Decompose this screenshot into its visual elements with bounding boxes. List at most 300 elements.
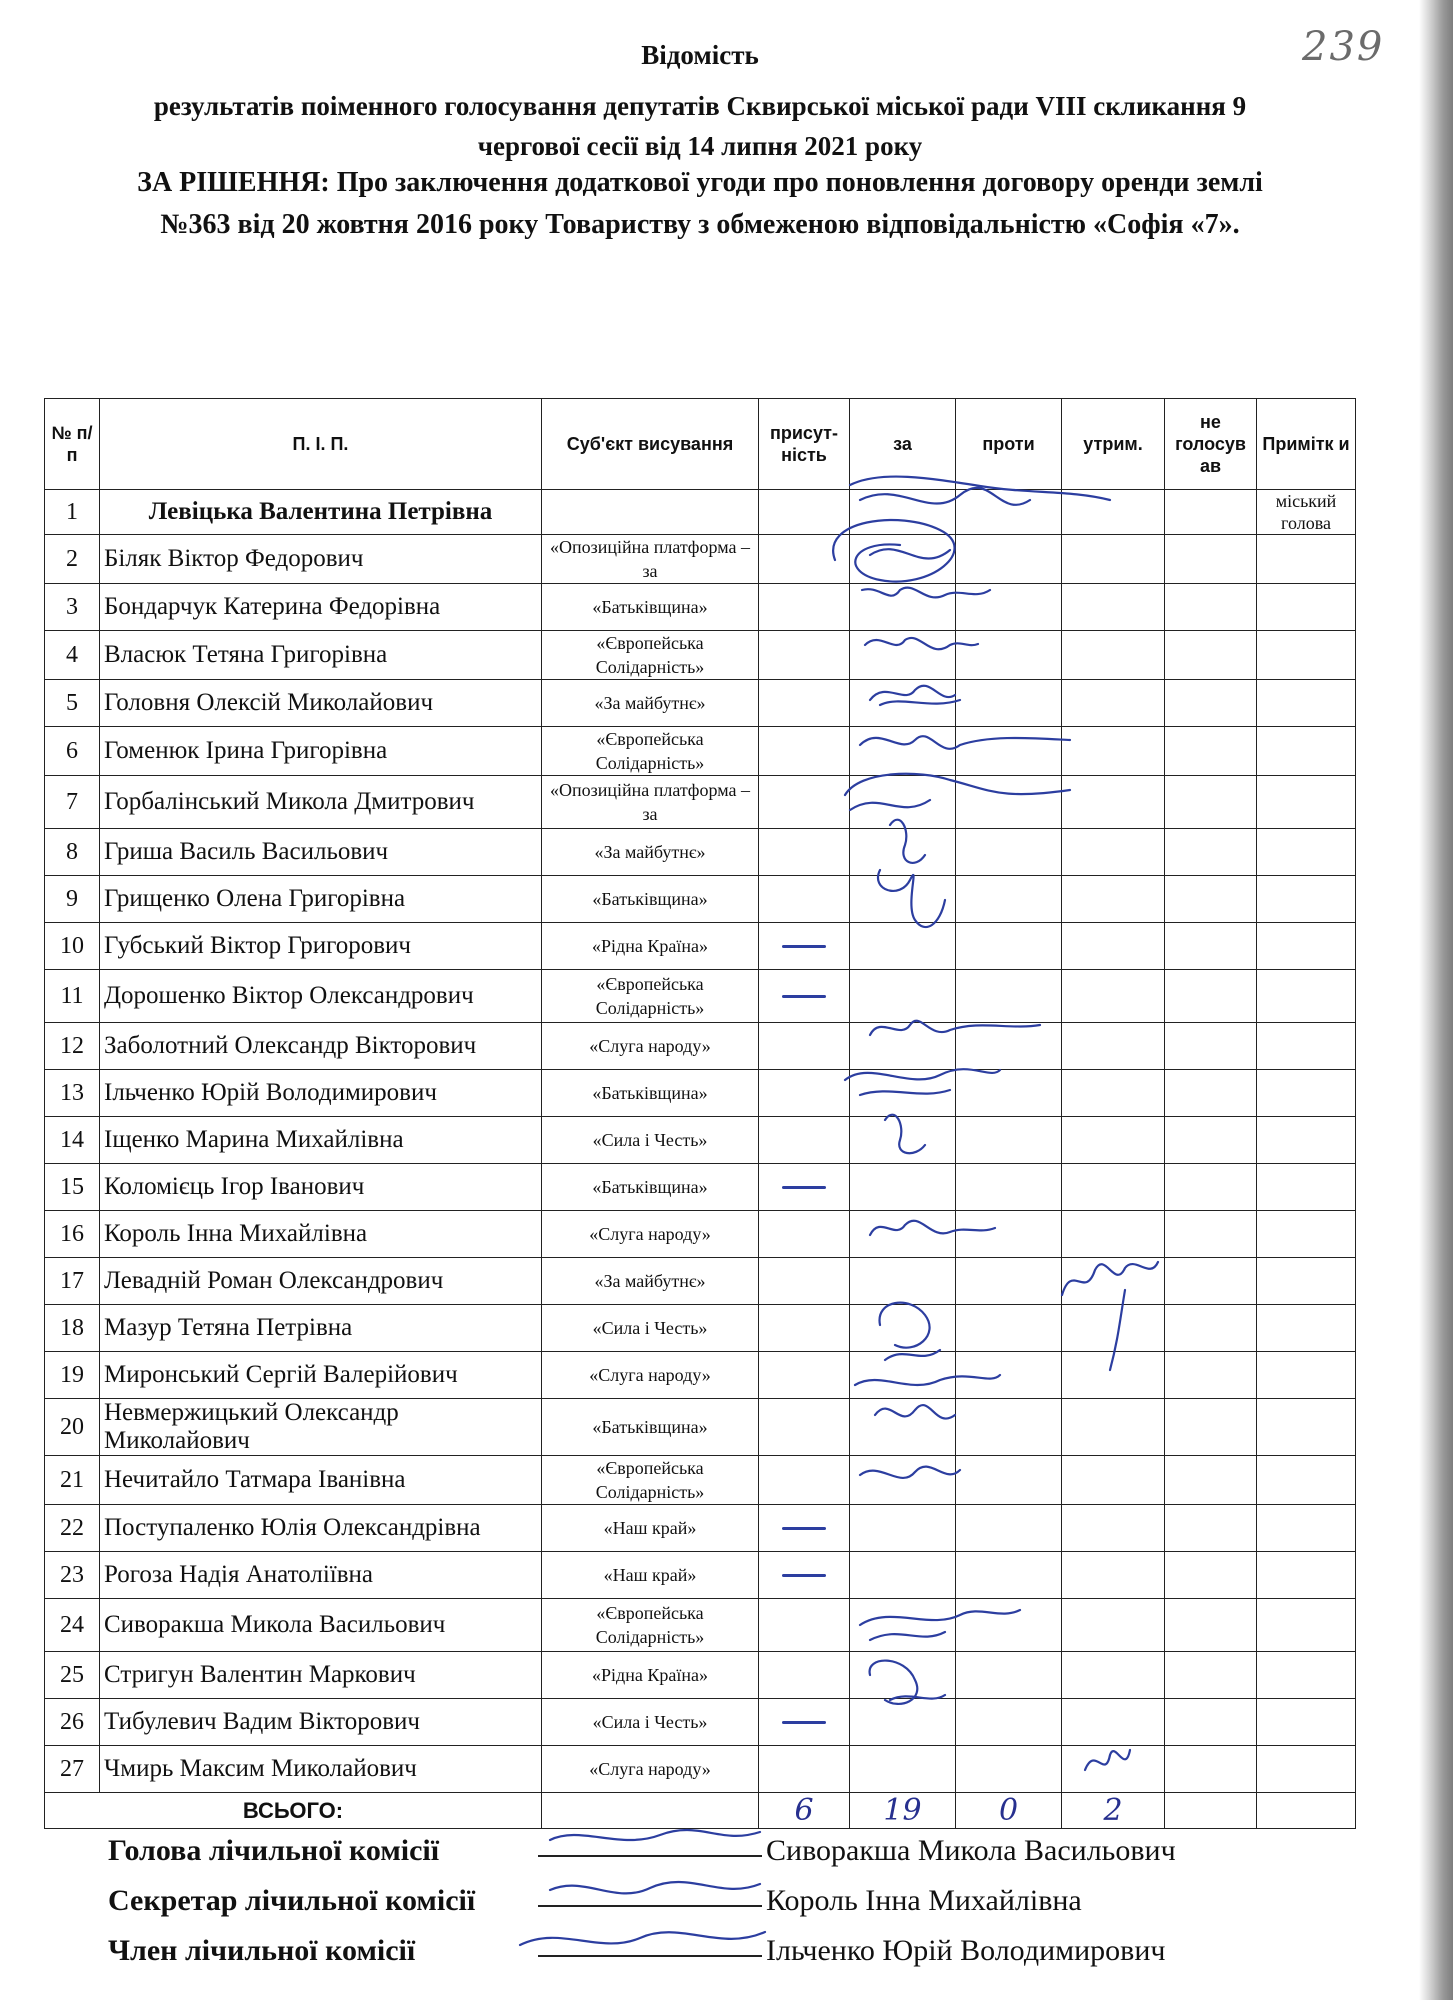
for-cell — [850, 1023, 956, 1070]
deputy-name: Король Інна Михайлівна — [100, 1211, 542, 1258]
header-abstain: утрим. — [1062, 399, 1165, 490]
not-voted-cell — [1165, 584, 1257, 631]
for-cell — [850, 1456, 956, 1505]
against-cell — [956, 1505, 1062, 1552]
notes-cell — [1257, 1023, 1356, 1070]
deputy-party: «Слуга народу» — [542, 1352, 759, 1399]
present-cell — [759, 1023, 850, 1070]
deputy-party: «За майбутнє» — [542, 680, 759, 727]
table-row — [45, 1505, 1356, 1552]
total-label: ВСЬОГО: — [45, 1793, 542, 1829]
table-row — [45, 1746, 1356, 1793]
for-cell — [850, 1699, 956, 1746]
row-number: 14 — [45, 1117, 100, 1164]
not-voted-cell — [1165, 1164, 1257, 1211]
table-header-row — [45, 399, 1356, 490]
table-row — [45, 1352, 1356, 1399]
deputy-party: «Сила і Честь» — [542, 1305, 759, 1352]
row-number: 10 — [45, 923, 100, 970]
for-cell — [850, 923, 956, 970]
total-abstain: 2 — [1062, 1793, 1165, 1829]
deputy-party: «Сила і Честь» — [542, 1117, 759, 1164]
document-subtitle — [40, 86, 1360, 166]
deputy-party: «Європейська Солідарність» — [542, 631, 759, 680]
deputy-name: Власюк Тетяна Григорівна — [100, 631, 542, 680]
absent-dash-mark — [782, 1527, 826, 1530]
present-cell — [759, 1505, 850, 1552]
deputy-party — [542, 490, 759, 535]
deputy-name: Миронський Сергій Валерійович — [100, 1352, 542, 1399]
row-number: 2 — [45, 535, 100, 584]
row-number: 3 — [45, 584, 100, 631]
for-cell — [850, 1352, 956, 1399]
notes-cell — [1257, 829, 1356, 876]
not-voted-cell — [1165, 970, 1257, 1023]
for-cell — [850, 1652, 956, 1699]
notes-cell: міський голова — [1257, 490, 1356, 535]
total-against: 0 — [956, 1793, 1062, 1829]
table-row — [45, 1305, 1356, 1352]
decision-line-1: ЗА РІШЕННЯ: Про заключення додаткової угоди про поновлення договору оренди землі — [137, 167, 1263, 198]
table-row — [45, 923, 1356, 970]
row-number: 20 — [45, 1399, 100, 1456]
not-voted-cell — [1165, 727, 1257, 776]
present-cell — [759, 631, 850, 680]
absent-dash-mark — [782, 1721, 826, 1724]
notes-cell — [1257, 1699, 1356, 1746]
present-cell — [759, 1699, 850, 1746]
absent-dash-mark — [782, 995, 826, 998]
against-cell — [956, 1352, 1062, 1399]
signature-scribble — [550, 1830, 760, 1840]
present-cell — [759, 776, 850, 829]
not-voted-cell — [1165, 535, 1257, 584]
deputy-name: Нечитайло Татмара Іванівна — [100, 1456, 542, 1505]
against-cell — [956, 1699, 1062, 1746]
row-number: 22 — [45, 1505, 100, 1552]
signature-scribble — [550, 1882, 760, 1893]
notes-cell — [1257, 1305, 1356, 1352]
against-cell — [956, 970, 1062, 1023]
table-row — [45, 1211, 1356, 1258]
secretary-label: Секретар лічильної комісії — [108, 1884, 476, 1917]
secretary-signature-line — [538, 1905, 762, 1907]
not-voted-cell — [1165, 1258, 1257, 1305]
header-not-voted: не голосув ав — [1165, 399, 1257, 490]
present-cell — [759, 1211, 850, 1258]
present-cell — [759, 923, 850, 970]
deputy-name: Грищенко Олена Григорівна — [100, 876, 542, 923]
against-cell — [956, 1652, 1062, 1699]
deputy-party: «Слуга народу» — [542, 1746, 759, 1793]
table-row — [45, 1699, 1356, 1746]
abstain-cell — [1062, 1599, 1165, 1652]
notes-cell — [1257, 680, 1356, 727]
deputy-name: Іщенко Марина Михайлівна — [100, 1117, 542, 1164]
abstain-cell — [1062, 727, 1165, 776]
against-cell — [956, 1070, 1062, 1117]
table-row — [45, 490, 1356, 535]
notes-cell — [1257, 1456, 1356, 1505]
notes-cell — [1257, 584, 1356, 631]
against-cell — [956, 680, 1062, 727]
for-cell — [850, 1305, 956, 1352]
row-number: 6 — [45, 727, 100, 776]
abstain-cell — [1062, 1552, 1165, 1599]
notes-cell — [1257, 1746, 1356, 1793]
notes-cell — [1257, 1652, 1356, 1699]
for-cell — [850, 876, 956, 923]
abstain-cell — [1062, 1652, 1165, 1699]
abstain-cell — [1062, 829, 1165, 876]
absent-dash-mark — [782, 945, 826, 948]
present-cell — [759, 584, 850, 631]
for-cell — [850, 1746, 956, 1793]
abstain-cell — [1062, 1699, 1165, 1746]
deputy-name: Мазур Тетяна Петрівна — [100, 1305, 542, 1352]
deputy-name: Ільченко Юрій Володимирович — [100, 1070, 542, 1117]
against-cell — [956, 1258, 1062, 1305]
deputy-name: Тибулевич Вадим Вікторович — [100, 1699, 542, 1746]
notes-cell — [1257, 1505, 1356, 1552]
abstain-cell — [1062, 1117, 1165, 1164]
notes-cell — [1257, 1258, 1356, 1305]
against-cell — [956, 876, 1062, 923]
not-voted-cell — [1165, 1070, 1257, 1117]
deputy-name: Сиворакша Микола Васильович — [100, 1599, 542, 1652]
deputy-party: «Опозиційна платформа – за — [542, 776, 759, 829]
present-cell — [759, 1746, 850, 1793]
not-voted-cell — [1165, 1652, 1257, 1699]
secretary-name: Король Інна Михайлівна — [766, 1884, 1082, 1917]
table-row — [45, 1652, 1356, 1699]
deputy-name: Левіцька Валентина Петрівна — [100, 490, 542, 535]
not-voted-cell — [1165, 1456, 1257, 1505]
chair-label: Голова лічильної комісії — [108, 1834, 440, 1867]
total-for: 19 — [850, 1793, 956, 1829]
row-number: 16 — [45, 1211, 100, 1258]
table-row — [45, 1599, 1356, 1652]
abstain-cell — [1062, 876, 1165, 923]
abstain-cell — [1062, 1399, 1165, 1456]
abstain-cell — [1062, 1352, 1165, 1399]
deputy-name: Невмержицький Олександр Миколайович — [100, 1399, 542, 1456]
present-cell — [759, 1070, 850, 1117]
row-number: 13 — [45, 1070, 100, 1117]
for-cell — [850, 1258, 956, 1305]
present-cell — [759, 1552, 850, 1599]
deputy-party: «Батьківщина» — [542, 1070, 759, 1117]
total-row — [45, 1793, 1356, 1829]
present-cell — [759, 1399, 850, 1456]
page-number: 239 — [1302, 24, 1385, 70]
table-row — [45, 829, 1356, 876]
deputy-party: «Батьківщина» — [542, 1399, 759, 1456]
not-voted-cell — [1165, 1352, 1257, 1399]
row-number: 5 — [45, 680, 100, 727]
row-number: 11 — [45, 970, 100, 1023]
member-name: Ільченко Юрій Володимирович — [766, 1934, 1166, 1967]
against-cell — [956, 727, 1062, 776]
present-cell — [759, 490, 850, 535]
for-cell — [850, 776, 956, 829]
abstain-cell — [1062, 1164, 1165, 1211]
deputy-party: «За майбутнє» — [542, 829, 759, 876]
abstain-cell — [1062, 535, 1165, 584]
present-cell — [759, 1164, 850, 1211]
member-signature-line — [538, 1955, 762, 1957]
table-row — [45, 535, 1356, 584]
deputy-name: Стригун Валентин Маркович — [100, 1652, 542, 1699]
not-voted-cell — [1165, 1023, 1257, 1070]
present-cell — [759, 1456, 850, 1505]
against-cell — [956, 1599, 1062, 1652]
notes-cell — [1257, 1399, 1356, 1456]
not-voted-cell — [1165, 490, 1257, 535]
notes-cell — [1257, 1552, 1356, 1599]
deputy-party: «Слуга народу» — [542, 1023, 759, 1070]
row-number: 27 — [45, 1746, 100, 1793]
deputy-name: Коломієць Ігор Іванович — [100, 1164, 542, 1211]
abstain-cell — [1062, 1746, 1165, 1793]
deputy-party: «Опозиційна платформа – за — [542, 535, 759, 584]
against-cell — [956, 1211, 1062, 1258]
against-cell — [956, 584, 1062, 631]
deputy-party: «Європейська Солідарність» — [542, 970, 759, 1023]
deputy-name: Чмирь Максим Миколайович — [100, 1746, 542, 1793]
row-number: 7 — [45, 776, 100, 829]
table-row — [45, 1399, 1356, 1456]
header-against: проти — [956, 399, 1062, 490]
against-cell — [956, 1552, 1062, 1599]
abstain-cell — [1062, 1456, 1165, 1505]
table-row — [45, 876, 1356, 923]
for-cell — [850, 1164, 956, 1211]
notes-cell — [1257, 776, 1356, 829]
notes-cell — [1257, 1070, 1356, 1117]
notes-cell — [1257, 535, 1356, 584]
abstain-cell — [1062, 1211, 1165, 1258]
header-number: № п/п — [45, 399, 100, 490]
present-cell — [759, 1117, 850, 1164]
for-cell — [850, 1399, 956, 1456]
abstain-cell — [1062, 1258, 1165, 1305]
abstain-cell — [1062, 1023, 1165, 1070]
row-number: 4 — [45, 631, 100, 680]
chair-signature-line — [538, 1855, 762, 1857]
row-number: 24 — [45, 1599, 100, 1652]
present-cell — [759, 535, 850, 584]
notes-cell — [1257, 727, 1356, 776]
total-present: 6 — [759, 1793, 850, 1829]
row-number: 1 — [45, 490, 100, 535]
against-cell — [956, 1399, 1062, 1456]
signature-scribble — [520, 1932, 765, 1945]
for-cell — [850, 1117, 956, 1164]
for-cell — [850, 680, 956, 727]
deputy-party: «Наш край» — [542, 1505, 759, 1552]
against-cell — [956, 776, 1062, 829]
row-number: 8 — [45, 829, 100, 876]
row-number: 9 — [45, 876, 100, 923]
against-cell — [956, 829, 1062, 876]
header-notes: Примітк и — [1257, 399, 1356, 490]
row-number: 25 — [45, 1652, 100, 1699]
deputy-party: «Слуга народу» — [542, 1211, 759, 1258]
deputy-name: Заболотний Олександр Вікторович — [100, 1023, 542, 1070]
abstain-cell — [1062, 490, 1165, 535]
against-cell — [956, 1746, 1062, 1793]
notes-cell — [1257, 1164, 1356, 1211]
not-voted-cell — [1165, 1399, 1257, 1456]
scan-page-edge — [1419, 0, 1453, 2000]
table-row — [45, 970, 1356, 1023]
not-voted-cell — [1165, 631, 1257, 680]
table-row — [45, 631, 1356, 680]
for-cell — [850, 1599, 956, 1652]
present-cell — [759, 727, 850, 776]
decision-line-2: №363 від 20 жовтня 2016 року Товариству з обмеженою відповідальністю «Софія «7». — [160, 209, 1240, 240]
not-voted-cell — [1165, 1211, 1257, 1258]
header-party: Суб'єкт висування — [542, 399, 759, 490]
abstain-cell — [1062, 1070, 1165, 1117]
table-row — [45, 1117, 1356, 1164]
notes-cell — [1257, 631, 1356, 680]
row-number: 23 — [45, 1552, 100, 1599]
deputy-party: «Рідна Країна» — [542, 1652, 759, 1699]
present-cell — [759, 1305, 850, 1352]
deputy-name: Губський Віктор Григорович — [100, 923, 542, 970]
present-cell — [759, 829, 850, 876]
present-cell — [759, 1599, 850, 1652]
row-number: 17 — [45, 1258, 100, 1305]
deputy-name: Поступаленко Юлія Олександрівна — [100, 1505, 542, 1552]
deputy-name: Левадній Роман Олександрович — [100, 1258, 542, 1305]
present-cell — [759, 1352, 850, 1399]
deputy-party: «Європейська Солідарність» — [542, 1599, 759, 1652]
deputy-name: Біляк Віктор Федорович — [100, 535, 542, 584]
not-voted-cell — [1165, 1505, 1257, 1552]
table-row — [45, 1164, 1356, 1211]
for-cell — [850, 829, 956, 876]
abstain-cell — [1062, 631, 1165, 680]
for-cell — [850, 1552, 956, 1599]
deputy-party: «Рідна Країна» — [542, 923, 759, 970]
not-voted-cell — [1165, 1552, 1257, 1599]
row-number: 18 — [45, 1305, 100, 1352]
header-for: за — [850, 399, 956, 490]
deputy-party: «Батьківщина» — [542, 584, 759, 631]
notes-cell — [1257, 970, 1356, 1023]
against-cell — [956, 1117, 1062, 1164]
deputy-name: Бондарчук Катерина Федорівна — [100, 584, 542, 631]
notes-cell — [1257, 1352, 1356, 1399]
abstain-cell — [1062, 1305, 1165, 1352]
not-voted-cell — [1165, 923, 1257, 970]
absent-dash-mark — [782, 1186, 826, 1189]
present-cell — [759, 876, 850, 923]
for-cell — [850, 631, 956, 680]
present-cell — [759, 680, 850, 727]
not-voted-cell — [1165, 1699, 1257, 1746]
present-cell — [759, 1652, 850, 1699]
notes-cell — [1257, 1211, 1356, 1258]
not-voted-cell — [1165, 776, 1257, 829]
table-row — [45, 1258, 1356, 1305]
abstain-cell — [1062, 970, 1165, 1023]
deputy-name: Гриша Василь Васильович — [100, 829, 542, 876]
against-cell — [956, 490, 1062, 535]
for-cell — [850, 1505, 956, 1552]
total-not-voted — [1165, 1793, 1257, 1829]
table-row — [45, 1456, 1356, 1505]
table-row — [45, 776, 1356, 829]
table-row — [45, 1552, 1356, 1599]
deputy-name: Дорошенко Віктор Олександрович — [100, 970, 542, 1023]
header-present: присут-ність — [759, 399, 850, 490]
deputy-name: Гоменюк Ірина Григорівна — [100, 727, 542, 776]
abstain-cell — [1062, 680, 1165, 727]
row-number: 19 — [45, 1352, 100, 1399]
against-cell — [956, 1164, 1062, 1211]
for-cell — [850, 490, 956, 535]
deputy-party: «Батьківщина» — [542, 876, 759, 923]
subtitle-line-1: результатів поіменного голосування депутатів Сквирської міської ради VIII скликання 9 — [153, 91, 1247, 121]
member-label: Член лічильної комісії — [108, 1934, 416, 1967]
not-voted-cell — [1165, 829, 1257, 876]
notes-cell — [1257, 1117, 1356, 1164]
against-cell — [956, 1023, 1062, 1070]
not-voted-cell — [1165, 680, 1257, 727]
voting-table — [44, 398, 1356, 1829]
row-number: 26 — [45, 1699, 100, 1746]
decision-heading — [40, 162, 1360, 246]
against-cell — [956, 923, 1062, 970]
present-cell — [759, 970, 850, 1023]
for-cell — [850, 535, 956, 584]
notes-cell — [1257, 923, 1356, 970]
deputy-party: «Наш край» — [542, 1552, 759, 1599]
deputy-party: «Сила і Честь» — [542, 1699, 759, 1746]
deputy-party: «Батьківщина» — [542, 1164, 759, 1211]
table-row — [45, 727, 1356, 776]
header-name: П. І. П. — [100, 399, 542, 490]
not-voted-cell — [1165, 1117, 1257, 1164]
deputy-name: Рогоза Надія Анатоліївна — [100, 1552, 542, 1599]
abstain-cell — [1062, 584, 1165, 631]
deputy-party: «Європейська Солідарність» — [542, 1456, 759, 1505]
against-cell — [956, 1305, 1062, 1352]
row-number: 15 — [45, 1164, 100, 1211]
chair-name: Сиворакша Микола Васильович — [766, 1834, 1176, 1867]
total-party-cell — [542, 1793, 759, 1829]
not-voted-cell — [1165, 1305, 1257, 1352]
row-number: 12 — [45, 1023, 100, 1070]
not-voted-cell — [1165, 1599, 1257, 1652]
deputy-name: Головня Олексій Миколайович — [100, 680, 542, 727]
deputy-party: «Європейська Солідарність» — [542, 727, 759, 776]
notes-cell — [1257, 876, 1356, 923]
abstain-cell — [1062, 776, 1165, 829]
present-cell — [759, 1258, 850, 1305]
abstain-cell — [1062, 1505, 1165, 1552]
not-voted-cell — [1165, 876, 1257, 923]
table-row — [45, 1070, 1356, 1117]
total-notes — [1257, 1793, 1356, 1829]
document-title: Відомість — [641, 40, 759, 70]
subtitle-line-2: чергової сесії від 14 липня 2021 року — [477, 131, 923, 161]
deputy-name: Горбалінський Микола Дмитрович — [100, 776, 542, 829]
